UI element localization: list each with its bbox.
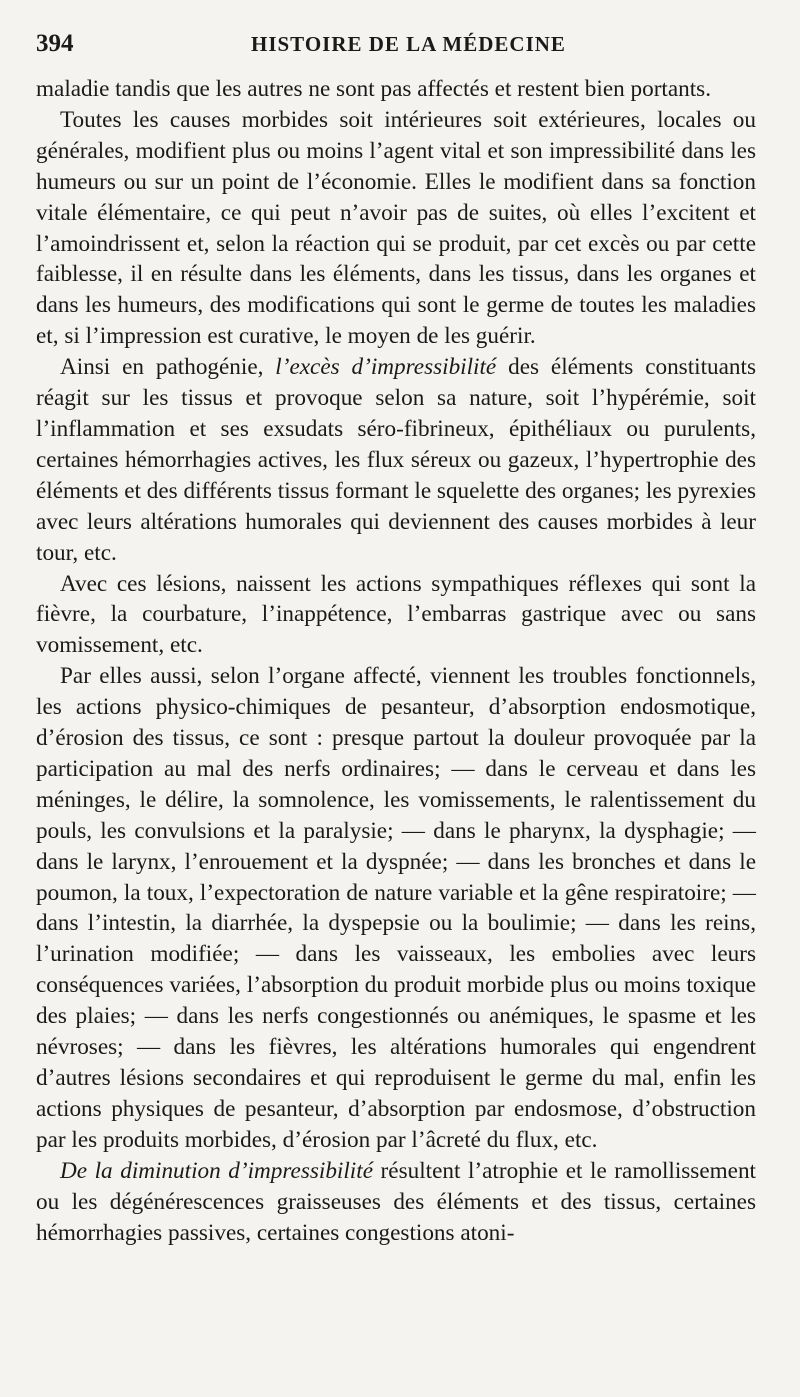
paragraph-actions-sympathiques: Avec ces lésions, naissent les actions sympathiques réflexes qui sont la fièvre, la courbature, l’inappétence, l’embarras gastrique avec ou sans vomissement, etc.	[36, 570, 756, 659]
emphasis-exces-impressibilite: l’excès d’impressibilité	[275, 354, 497, 381]
paragraph-diminution	[36, 1156, 756, 1249]
body-text	[36, 74, 756, 1248]
paragraph-pathogenie-rest: des éléments constituants réagit sur les tissus et provoque selon sa nature, soit l’hypérémie, soit l’inflammation et ses exsudats séro-fibrineux, épithéliaux ou purulents, certaines hémorrhagies actives, les flux séreux ou gazeux, l’hypertrophie des éléments et des différents tissus formant le squelette des organes; les pyrexies avec leurs altérations humorales qui deviennent des causes morbides à leur tour, etc.	[36, 354, 756, 566]
paragraph-diminution-rest: résultent l’atrophie et le ramollissement ou les dégénérescences graisseuses des éléments et des tissus, certaines hémorrhagies passives, certaines congestions atoni-	[36, 1157, 756, 1246]
paragraph-continuation: maladie tandis que les autres ne sont pas affectés et restent bien portants.	[36, 76, 712, 102]
paragraph-pathogenie-lead: Ainsi en pathogénie,	[60, 354, 276, 381]
page-number: 394	[36, 30, 74, 57]
paragraph-pathogenie	[36, 352, 756, 568]
paragraph-troubles-fonctionnels: Par elles aussi, selon l’organe affecté, viennent les troubles fonctionnels, les actions physico-chimiques de pesanteur, d’absorption endosmotique, d’érosion des tissus, ce sont : presque partout la douleur provoquée par la participation au mal des nerfs ordinaires; — dans le cerveau et dans les méninges, le délire, la somnolence, les vomissements, le ralentissement du pouls, les convulsions et la paralysie; — dans le pharynx, la dysphagie; — dans le larynx, l’enrouement et la dyspnée; — dans les bronches et dans le poumon, la toux, l’expectoration de nature variable et la gêne respiratoire; — dans l’intestin, la diarrhée, la dyspepsie ou la boulimie; — dans les reins, l’urination modifiée; — dans les vaisseaux, les embolies avec leurs conséquences variées, l’absorption du produit morbide plus ou moins toxique des plaies; — dans les nerfs congestionnés ou anémiques, le spasme et les névroses; — dans les fièvres, les altérations humorales qui engendrent d’autres lésions secondaires et qui reproduisent le germe du mal, enfin les actions physiques de pesanteur, d’absorption par endosmose, d’obstruction par les produits morbides, d’érosion par l’âcreté du flux, etc.	[36, 663, 756, 1153]
paragraph-causes-morbides: Toutes les causes morbides soit intérieures soit extérieures, locales ou générales, modifient plus ou moins l’agent vital et son impressibilité dans les humeurs ou sur un point de l’économie. Elles le modifient dans sa fonction vitale élémentaire, ce qui peut n’avoir pas de suites, où elles l’excitent et l’amoindrissent et, selon la réaction qui se produit, par cet excès ou par cette faiblesse, il en résulte dans les éléments, dans les tissus, dans les organes et dans les humeurs, des modifications qui sont le germe de toutes les maladies et, si l’impression est curative, le moyen de les guérir.	[36, 106, 756, 350]
running-title: HISTOIRE DE LA MÉDECINE	[251, 32, 566, 56]
emphasis-diminution-impressibilite: De la diminution d’impressibilité	[60, 1157, 373, 1184]
page-header	[36, 30, 756, 74]
